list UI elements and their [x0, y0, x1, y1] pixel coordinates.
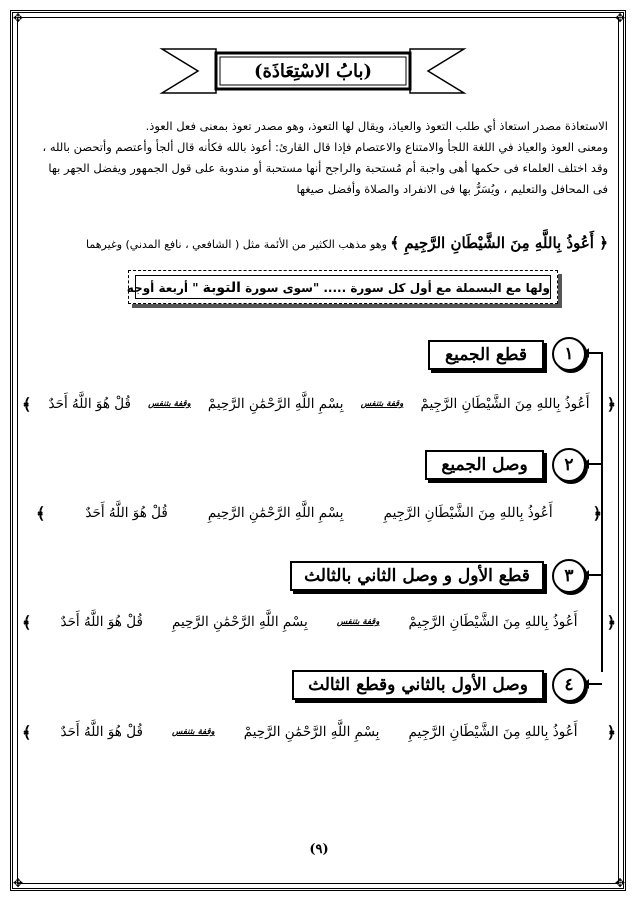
note-box	[128, 270, 558, 304]
arrow-icon	[588, 683, 602, 685]
recitation-segment: قُلْ هُوَ اللَّهُ أَحَدٌ	[60, 724, 143, 740]
method-number: ١	[552, 337, 586, 371]
method-heading: قطع الأول و وصل الثاني بالثالث	[290, 561, 544, 591]
recitation-segment: أَعُوذُ بِاللهِ مِنَ الشَّيْطَانِ الرَّجِيمِ	[408, 724, 578, 740]
formula-note: وهو مذهب الكثير من الأئمة مثل ( الشافعي ، نافع المدني) وغيرهما	[86, 238, 387, 251]
recitation-segment: بِسْمِ اللَّهِ الرَّحْمَٰنِ الرَّحِيمْ	[207, 396, 344, 412]
pause-label: وقفة بتنفس	[148, 399, 191, 409]
method-number: ٣	[552, 559, 586, 593]
pause-label: وقفة بتنفس	[360, 399, 404, 409]
note-prefix: ولها مع البسملة مع أول كل سورة ..... "سوى سورة	[245, 281, 550, 295]
page-title: (بابُ الاسْتِعَاذَة)	[253, 60, 373, 82]
recitation-segment: بِسْمِ اللَّهِ الرَّحْمَٰنِ الرَّحِيمْ	[243, 724, 380, 740]
recitation-segment: قُلْ هُوَ اللَّهُ أَحَدٌ	[85, 505, 168, 521]
recitation-segment: أَعُوذُ بِاللهِ مِنَ الشَّيْطَانِ الرَّجِيمْ	[408, 614, 578, 630]
title-banner	[158, 45, 468, 97]
formula-line	[30, 232, 608, 254]
method-recitation-line: ﴿ أَعُوذُ بِاللهِ مِنَ الشَّيْطَانِ الرَّجِيمِ بِسْمِ اللَّهِ الرَّحْمَٰنِ الرَّحِيمْ وقفة بتنفس قُلْ هُوَ اللَّهُ أَحَدٌ ﴾	[22, 722, 616, 742]
arrow-icon	[588, 574, 602, 576]
recitation-segment: قُلْ هُوَ اللَّهُ أَحَدٌ	[60, 614, 143, 630]
corner-ornament: ✥	[614, 11, 626, 25]
method-recitation-line: ﴿ أَعُوذُ بِاللهِ مِنَ الشَّيْطَانِ الرَّجِيمْ وقفة بتنفس بِسْمِ اللَّهِ الرَّحْمَٰنِ الرَّحِيمِ قُلْ هُوَ اللَّهُ أَحَدٌ ﴾	[22, 612, 616, 632]
corner-ornament: ✥	[12, 876, 24, 890]
recitation-segment: بِسْمِ اللَّهِ الرَّحْمَٰنِ الرَّحِيمِ	[207, 505, 344, 521]
recitation-segment: بِسْمِ اللَّهِ الرَّحْمَٰنِ الرَّحِيمِ	[172, 614, 308, 630]
arrow-icon	[588, 463, 602, 465]
method-heading: قطع الجميع	[428, 340, 544, 370]
pause-label: وقفة بتنفس	[336, 617, 380, 627]
note-suffix: " أربعة أوجه	[126, 281, 199, 295]
method-heading: وصل الجميع	[425, 450, 544, 480]
istiadha-formula: ﴿ أَعُوذُ بِاللَّهِ مِنَ الشَّيْطَانِ الرَّجِيمِ ﴾	[390, 234, 608, 252]
recitation-segment: أَعُوذُ بِاللهِ مِنَ الشَّيْطَانِ الرَّجِيمِ	[383, 505, 553, 521]
method-number: ٤	[552, 668, 586, 702]
page-number: (٩)	[309, 842, 329, 857]
method-heading: وصل الأول بالثاني وقطع الثالث	[292, 670, 544, 700]
method-recitation-line: ﴿ أَعُوذُ بِاللهِ مِنَ الشَّيْطَانِ الرَّجِيمْ وقفة بتنفس بِسْمِ اللَّهِ الرَّحْمَٰنِ الرَّحِيمْ وقفة بتنفس قُلْ هُوَ اللَّهُ أَحَدٌ ﴾	[22, 394, 616, 414]
recitation-segment: أَعُوذُ بِاللهِ مِنَ الشَّيْطَانِ الرَّجِيمْ	[420, 396, 590, 412]
corner-ornament: ✥	[12, 11, 24, 25]
corner-ornament: ✥	[614, 876, 626, 890]
method-recitation-line: ﴿ أَعُوذُ بِاللهِ مِنَ الشَّيْطَانِ الرَّجِيمِ بِسْمِ اللَّهِ الرَّحْمَٰنِ الرَّحِيمِ قُلْ هُوَ اللَّهُ أَحَدٌ ﴾	[36, 503, 602, 523]
recitation-segment: قُلْ هُوَ اللَّهُ أَحَدٌ	[48, 396, 131, 412]
meaning-paragraph: ومعنى العوذ والعياذ في اللغة اللجأ والامتناع والاعتصام فإذا قال القارئ: أعوذ بالله فكأنه قال ألجأ وأعتصم وأتحصن بالله ، وقد اختلف العلماء فى حكمها أهى واجبة أم مُستحبة والراجح أنها مستحبة أو مندوبة على قول الجمهور ويفضل الجهر بها فى المحافل والتعليم ، ويُسَرُّ بها فى الانفراد والصلاة وأفضل صيغها	[42, 140, 608, 196]
pause-label: وقفة بتنفس	[172, 727, 215, 737]
note-surah: التوبة	[202, 280, 241, 296]
arrow-icon	[588, 352, 602, 354]
definition-paragraph: الاستعاذة مصدر استعاذ أي طلب التعوذ والعياذ، ويقال لها التعوذ، وهو مصدر تعوذ بمعنى فعل العوذ.	[145, 119, 608, 133]
method-number: ٢	[552, 448, 586, 482]
